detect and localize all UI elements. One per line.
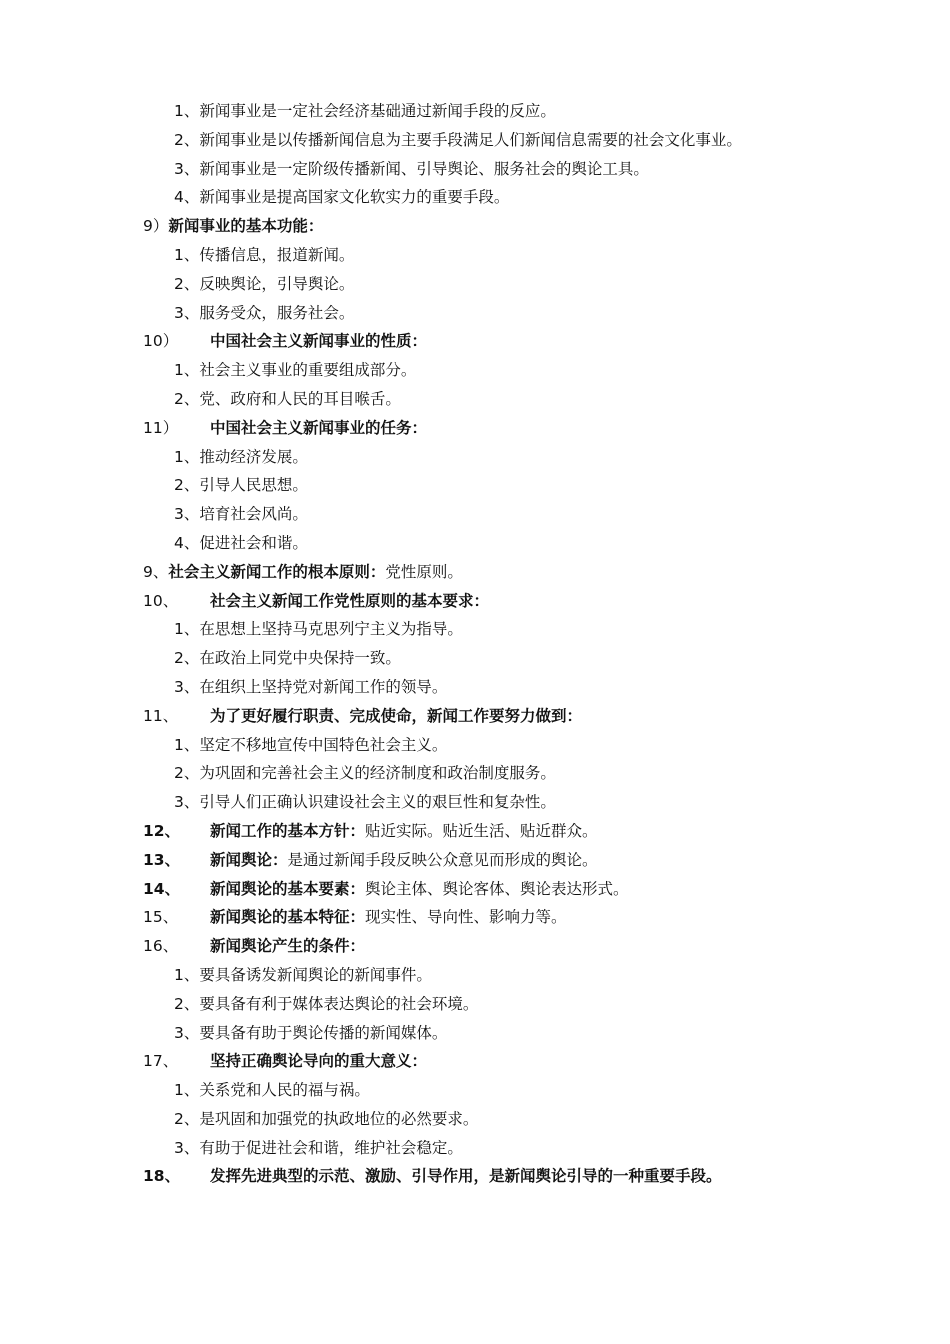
section-number: 9） [143, 217, 169, 236]
list-item-text: 1、推动经济发展。 [174, 447, 308, 466]
list-item [0, 385, 950, 414]
list-item-text: 4、新闻事业是提高国家文化软实力的重要手段。 [174, 188, 510, 207]
list-item-text: 2、是巩固和加强党的执政地位的必然要求。 [174, 1109, 479, 1128]
section-title: 新闻事业的基本功能： [168, 217, 324, 236]
section-number: 17、 [143, 1052, 179, 1071]
list-item [0, 644, 950, 673]
section-answer: 是通过新闻手段反映公众意见而形成的舆论。 [287, 850, 598, 869]
list-item-text: 3、引导人们正确认识建设社会主义的艰巨性和复杂性。 [174, 793, 556, 812]
list-item [0, 1019, 950, 1048]
section-title: 社会主义新闻工作的根本原则： [168, 562, 386, 581]
list-item [0, 97, 950, 126]
list-item-text: 1、传播信息，报道新闻。 [174, 245, 355, 264]
section-heading [0, 932, 950, 961]
section-heading [0, 558, 950, 587]
section-answer: 党性原则。 [385, 562, 463, 581]
list-item [0, 731, 950, 760]
list-item-text: 2、反映舆论，引导舆论。 [174, 274, 355, 293]
section-number: 13、 [143, 850, 181, 869]
section-heading [0, 875, 950, 904]
section-heading [0, 1047, 950, 1076]
list-item-text: 2、新闻事业是以传播新闻信息为主要手段满足人们新闻信息需要的社会文化事业。 [174, 130, 742, 149]
section-answer: 贴近实际。贴近生活、贴近群众。 [365, 821, 598, 840]
section-title: 新闻舆论的基本特征： [210, 908, 366, 927]
section-title: 新闻舆论产生的条件： [210, 937, 366, 956]
list-item [0, 759, 950, 788]
list-item-text: 2、在政治上同党中央保持一致。 [174, 649, 401, 668]
list-item-text: 1、新闻事业是一定社会经济基础通过新闻手段的反应。 [174, 102, 556, 120]
list-item [0, 183, 950, 212]
section-heading [0, 846, 950, 875]
list-item-text: 3、服务受众，服务社会。 [174, 303, 355, 322]
section-answer: 现实性、导向性、影响力等。 [365, 908, 567, 927]
list-item-text: 2、为巩固和完善社会主义的经济制度和政治制度服务。 [174, 764, 556, 783]
list-item [0, 299, 950, 328]
list-item-text: 3、要具备有助于舆论传播的新闻媒体。 [174, 1023, 448, 1042]
section-number: 9、 [143, 562, 169, 581]
section-heading [0, 1162, 950, 1191]
section-title: 中国社会主义新闻事业的性质： [210, 332, 428, 351]
list-item [0, 270, 950, 299]
list-item-text: 1、要具备诱发新闻舆论的新闻事件。 [174, 965, 432, 984]
document-body [0, 97, 950, 1191]
list-item [0, 529, 950, 558]
list-item-text: 2、引导人民思想。 [174, 476, 308, 495]
list-item-text: 1、社会主义事业的重要组成部分。 [174, 361, 417, 380]
section-title: 新闻舆论： [210, 850, 288, 869]
list-item-text: 1、坚定不移地宣传中国特色社会主义。 [174, 735, 448, 754]
section-title: 社会主义新闻工作党性原则的基本要求： [210, 591, 490, 610]
section-title: 发挥先进典型的示范、激励、引导作用，是新闻舆论引导的一种重要手段。 [210, 1167, 722, 1186]
list-item-text: 2、党、政府和人民的耳目喉舌。 [174, 389, 401, 408]
section-title: 新闻舆论的基本要素： [210, 879, 366, 898]
section-number: 15、 [143, 908, 179, 927]
list-item [0, 500, 950, 529]
list-item [0, 961, 950, 990]
section-number: 11） [143, 418, 179, 437]
list-item [0, 1105, 950, 1134]
list-item-text: 2、要具备有利于媒体表达舆论的社会环境。 [174, 994, 479, 1013]
list-item [0, 471, 950, 500]
section-heading [0, 702, 950, 731]
list-item-text: 3、新闻事业是一定阶级传播新闻、引导舆论、服务社会的舆论工具。 [174, 159, 649, 178]
section-heading [0, 212, 950, 241]
section-number: 10、 [143, 591, 179, 610]
section-title: 中国社会主义新闻事业的任务： [210, 418, 428, 437]
section-title: 新闻工作的基本方针： [210, 821, 366, 840]
section-heading [0, 903, 950, 932]
section-number: 11、 [143, 706, 179, 725]
section-heading [0, 587, 950, 616]
list-item [0, 443, 950, 472]
list-item [0, 155, 950, 184]
list-item-text: 3、有助于促进社会和谐，维护社会稳定。 [174, 1138, 463, 1157]
section-title: 坚持正确舆论导向的重大意义： [210, 1052, 428, 1071]
list-item [0, 356, 950, 385]
list-item [0, 673, 950, 702]
list-item-text: 1、关系党和人民的福与祸。 [174, 1081, 370, 1100]
list-item [0, 1134, 950, 1163]
section-heading [0, 817, 950, 846]
list-item [0, 788, 950, 817]
list-item [0, 126, 950, 155]
list-item-text: 3、培育社会风尚。 [174, 505, 308, 524]
section-heading [0, 414, 950, 443]
section-number: 16、 [143, 937, 179, 956]
list-item-text: 4、促进社会和谐。 [174, 533, 308, 552]
list-item-text: 1、在思想上坚持马克思列宁主义为指导。 [174, 620, 463, 639]
section-number: 14、 [143, 879, 181, 898]
list-item [0, 1076, 950, 1105]
section-title: 为了更好履行职责、完成使命，新闻工作要努力做到： [210, 706, 583, 725]
section-number: 10） [143, 332, 179, 351]
section-number: 12、 [143, 821, 181, 840]
list-item [0, 241, 950, 270]
section-answer: 舆论主体、舆论客体、舆论表达形式。 [365, 879, 629, 898]
list-item [0, 990, 950, 1019]
list-item-text: 3、在组织上坚持党对新闻工作的领导。 [174, 677, 448, 696]
list-item [0, 615, 950, 644]
section-number: 18、 [143, 1167, 181, 1186]
section-heading [0, 327, 950, 356]
